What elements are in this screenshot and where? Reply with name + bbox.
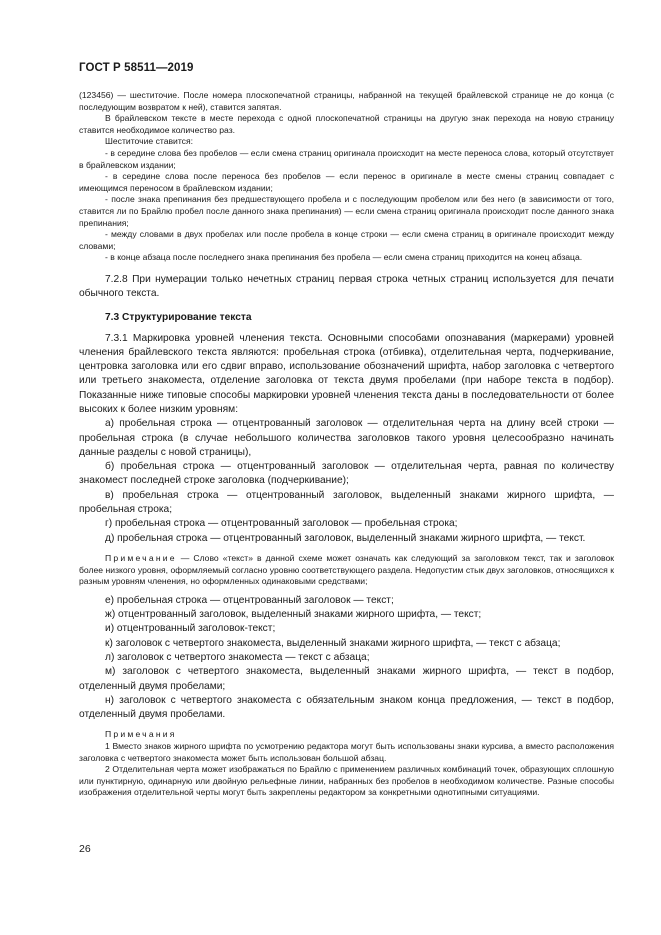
list-item: д) пробельная строка — отцентрованный заголовок, выделенный знаками жирного шрифта, — текст. [105,532,586,544]
page-number: 26 [79,843,91,855]
note-text: — Слово «текст» в данной схеме может означать как следующий за заголовком текст, так и заголовок более низкого уровня, оформляемый согласно уровню соответствующего раздела. Недопустим стык двух заголовков, относящихся к разным уровням членения, но оформленных одинаковыми средствами; [79,552,614,587]
list-item: м) заголовок с четвертого знакоместа, выделенный знаками жирного шрифта, — текст в подбор, отделенный двумя пробелами; [79,666,614,692]
list-item: г) пробельная строка — отцентрованный заголовок — пробельная строка; [105,518,458,530]
note-item: 1 Вместо знаков жирного шрифта по усмотрению редактора могут быть использованы знаки курсива, а вместо расположения заголовка с четвертого знакоместа может быть использован большой абзац. [79,741,614,763]
notes-label: Примечания [105,729,177,740]
list-item: е) пробельная строка — отцентрованный заголовок — текст; [105,594,394,606]
list-item: к) заголовок с четвертого знакоместа, выделенный знаками жирного шрифта, — текст с абзаца; [105,637,561,649]
list-item: н) заголовок с четвертого знакоместа с обязательным знаком конца предложения, — текст в подбор, отделенный двумя пробелами. [79,694,614,721]
paragraph-7-2-8: 7.2.8 При нумерации только нечетных страниц первая строка четных страниц используется для печати обычного текста. [79,273,614,300]
list-item: в) пробельная строка — отцентрованный заголовок, выделенный знаками жирного шрифта, — пробельная строка; [79,489,614,516]
note-item: 2 Отделительная черта может изображаться по Брайлю с применением различных комбинаций точек, образующих сплошную или пунктирную, одинарную или двойную рельефные линии, набранных без пробелов в необходимом количестве. Разные способы изображения отделительной черты могут быть закреплены редактором за конкретными однотипными ситуациями. [79,764,614,798]
list-item: а) пробельная строка — отцентрованный заголовок — отделительная черта на длину всей строки — пробельная строка (в случае небольшого количества заголовков такого уровня целесообразно начинать данные разделы с новой страницы), [79,418,614,458]
notes-heading [79,729,614,741]
note-label: Примечание [105,552,177,563]
list-item: л) заголовок с четвертого знакоместа — текст с абзаца; [105,651,370,663]
note-paragraph [79,553,614,588]
section-heading: 7.3 Структурирование текста [105,311,252,323]
paragraph-7-3-1: 7.3.1 Маркировка уровней членения текста. Основными способами опознавания (маркерами) уровней членения брайлевского текста являются: пробельная строка (отбивка), отделительная черта, подчеркивание, центровка заголовка или его сдвиг вправо, использование обозначений шрифта, набор заголовка с четвертого или третьего знакоместа, отделение заголовка от текста двумя пробелами (при наборе текста в подбор). Показанные ниже типовые способы маркировки уровней членения текста даны в последовательности от более высоких к более низким уровням: [79,332,614,415]
document-header: ГОСТ Р 58511—2019 [79,62,194,74]
intro-list-item: - в середине слова без пробелов — если смена страниц оригинала происходит на месте переноса слова, который отсутствует в брайлевском издании; [79,147,614,170]
intro-list-item: - после знака препинания без предшествующего пробела и с последующим пробелом или без него (в зависимости от того, ставится ли по Брайлю пробел после данного знака препинания) — если смена страниц оригинала происходит после данного знака препинания; [79,194,614,228]
intro-list-item: - между словами в двух пробелах или после пробела в конце строки — если смена страниц в оригинале происходит между словами; [79,229,614,251]
intro-paragraph: Шеститочие ставится: [105,136,194,147]
intro-paragraph: В брайлевском тексте в месте перехода с одной плоскопечатной страницы на другую знак перехода на новую страницу ставится необходимое количество раз. [79,113,614,135]
page-content [79,90,614,799]
intro-paragraph: (123456) — шеститочие. После номера плоскопечатной страницы, набранной на текущей брайлевской странице не до конца (с последующим возвратом к ней), ставится запятая. [79,90,614,112]
list-item: ж) отцентрованный заголовок, выделенный знаками жирного шрифта, — текст; [105,609,482,621]
list-item: б) пробельная строка — отцентрованный заголовок — отделительная черта, равная по количеству знакомест последней строке заголовка (подчеркивание); [79,461,614,487]
list-item: и) отцентрованный заголовок-текст; [105,623,276,635]
intro-list-item: - в конце абзаца после последнего знака препинания без пробела — если смена страниц приходится на конец абзаца. [105,252,583,263]
intro-list-item: - в середине слова после переноса без пробелов — если перенос в оригинале в месте смены страниц совпадает с имеющимся переносом в брайлевском издании; [79,171,614,193]
